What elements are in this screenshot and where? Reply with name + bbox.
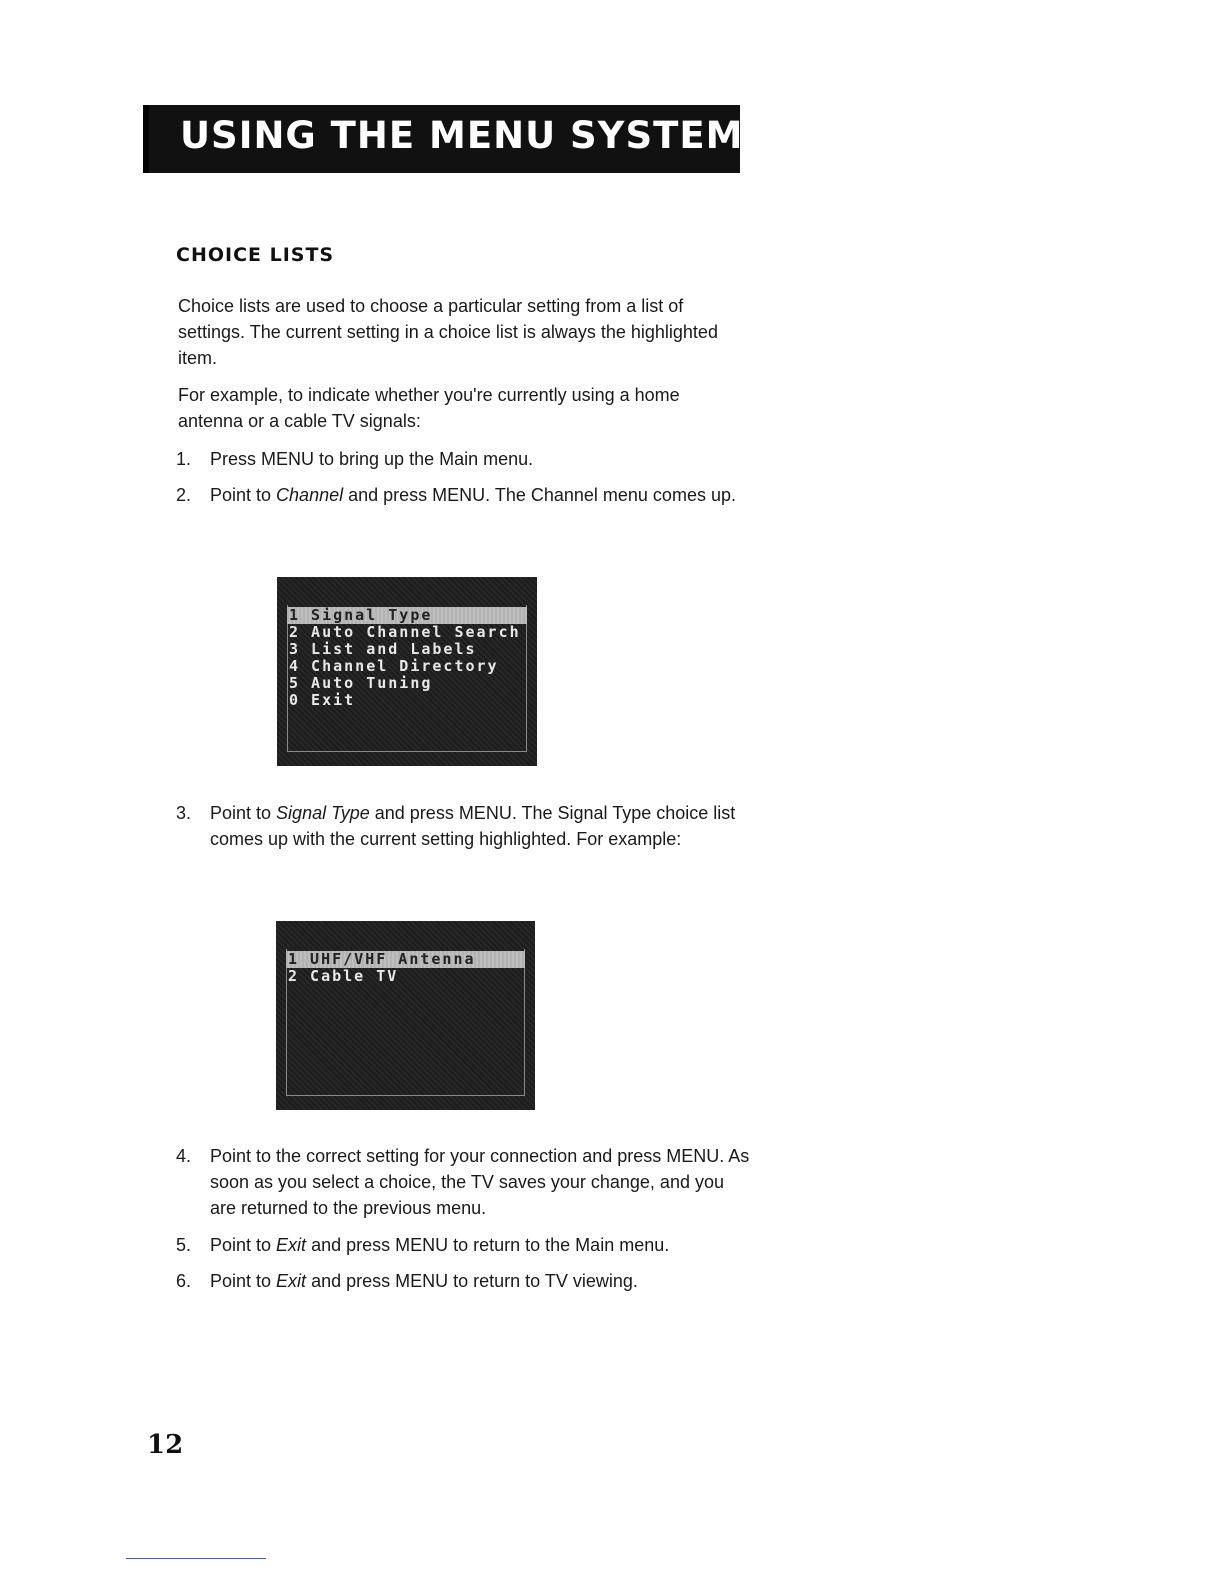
step-number: 6. xyxy=(176,1271,192,1291)
channel-menu-item[interactable]: 1 Signal Type xyxy=(287,607,527,624)
page-number: 12 xyxy=(147,1430,184,1460)
step-number: 4. xyxy=(176,1146,192,1166)
step-number: 5. xyxy=(176,1235,192,1255)
intro-paragraph-1: Choice lists are used to choose a particular setting from a list of settings. The current setting in a choice list is always the highlighted item. xyxy=(178,296,718,368)
step-text: Press MENU to bring up the Main menu. xyxy=(210,449,534,469)
channel-menu-item[interactable]: 0 Exit xyxy=(289,691,356,709)
step-number: 3. xyxy=(176,803,192,823)
channel-menu-item[interactable]: 5 Auto Tuning xyxy=(289,674,433,692)
step-text: Point to Exit and press MENU to return to TV viewing. xyxy=(210,1271,638,1291)
step-number: 1. xyxy=(176,449,192,469)
step-text: Point to Signal Type and press MENU. The Signal Type choice list comes up with the current setting highlighted. For example: xyxy=(210,803,736,849)
signal-type-item[interactable]: 2 Cable TV xyxy=(288,967,399,985)
channel-menu-screen xyxy=(277,577,537,766)
step-number: 2. xyxy=(176,485,192,505)
header-banner xyxy=(143,105,744,173)
signal-type-screen xyxy=(276,921,535,1110)
page-title: USING THE MENU SYSTEM xyxy=(180,114,744,157)
signal-type-item[interactable]: 1 UHF/VHF Antenna xyxy=(286,951,525,968)
intro-paragraph-2: For example, to indicate whether you're currently using a home antenna or a cable TV signals: xyxy=(178,385,680,431)
step-text: Point to the correct setting for your connection and press MENU. As soon as you select a choice, the TV saves your change, and you are returned to the previous menu. xyxy=(210,1146,750,1218)
step-text: Point to Exit and press MENU to return to the Main menu. xyxy=(210,1235,670,1255)
section-title: CHOICE LISTS xyxy=(176,244,335,266)
channel-menu-item[interactable]: 4 Channel Directory xyxy=(289,657,499,675)
channel-menu-item[interactable]: 3 List and Labels xyxy=(289,640,477,658)
channel-menu-item[interactable]: 2 Auto Channel Search xyxy=(289,623,521,641)
footer-rule xyxy=(126,1558,266,1559)
step-text: Point to Channel and press MENU. The Channel menu comes up. xyxy=(210,485,736,505)
